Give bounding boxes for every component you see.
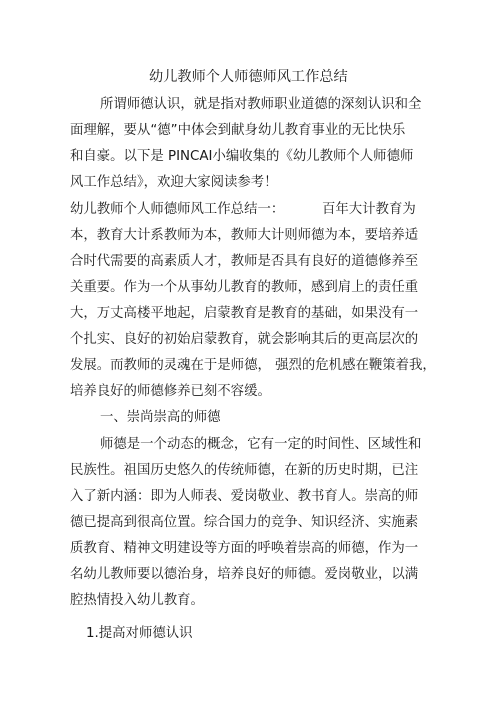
paragraph-line: 风工作总结》，欢迎大家阅读参考！ <box>70 175 278 190</box>
paragraph-line: 关重要。作为一个从事幼儿教育的教师，感到肩上的责任重 <box>70 280 419 295</box>
paragraph-line: 大，万丈高楼平地起，启蒙教育是教育的基础，如果没有一 <box>70 306 419 321</box>
subsection-heading: 1.提高对师德认识 <box>86 626 193 641</box>
paragraph-line: 百年大计教育为 <box>322 202 416 217</box>
paragraph-line: 所谓师德认识，就是指对教师职业道德的深刻认识和全 <box>100 97 422 112</box>
paragraph-line: 面理解，要从“德”中体会到献身幼儿教育事业的无比快乐 <box>70 123 406 138</box>
paragraph-line: 民族性。祖国历史悠久的传统师德，在新的历史时期，已注 <box>70 463 419 478</box>
paragraph-line: 和自豪。以下是 PINCAI小编收集的《幼儿教师个人师德师 <box>70 149 414 164</box>
paragraph-line: 合时代需要的高素质人才，教师是否具有良好的道德修养至 <box>70 254 419 269</box>
paragraph-line: 德已提高到很高位置。综合国力的竞争、知识经济、实施素 <box>70 515 419 530</box>
paragraph-line: 腔热情投入幼儿教育。 <box>70 593 204 608</box>
paragraph-line: 发展。而教师的灵魂在于是师德， 强烈的危机感在鞭策着我， <box>70 358 436 373</box>
paragraph-line: 个扎实、良好的初始启蒙教育，就会影响其后的更高层次的 <box>70 332 419 347</box>
paragraph-line: 入了新内涵：即为人师表、爱岗敬业、教书育人。崇高的师 <box>70 489 419 504</box>
paragraph-line: 培养良好的师德修养已刻不容缓。 <box>70 384 271 399</box>
section-heading: 幼儿教师个人师德师风工作总结一： <box>70 202 285 217</box>
paragraph-line: 质教育、精神文明建设等方面的呼唤着崇高的师德，作为一 <box>70 541 419 556</box>
paragraph-line: 师德是一个动态的概念，它有一定的时间性、区域性和 <box>100 437 422 452</box>
paragraph-line: 本，教育大计系教师为本，教师大计则师德为本，要培养适 <box>70 228 419 243</box>
subsection-heading: 一、崇尚崇高的师德 <box>100 410 221 425</box>
paragraph-line: 名幼儿教师要以德治身，培养良好的师德。爱岗敬业，以满 <box>70 567 419 582</box>
document-title: 幼儿教师个人师德师风工作总结 <box>149 69 348 85</box>
